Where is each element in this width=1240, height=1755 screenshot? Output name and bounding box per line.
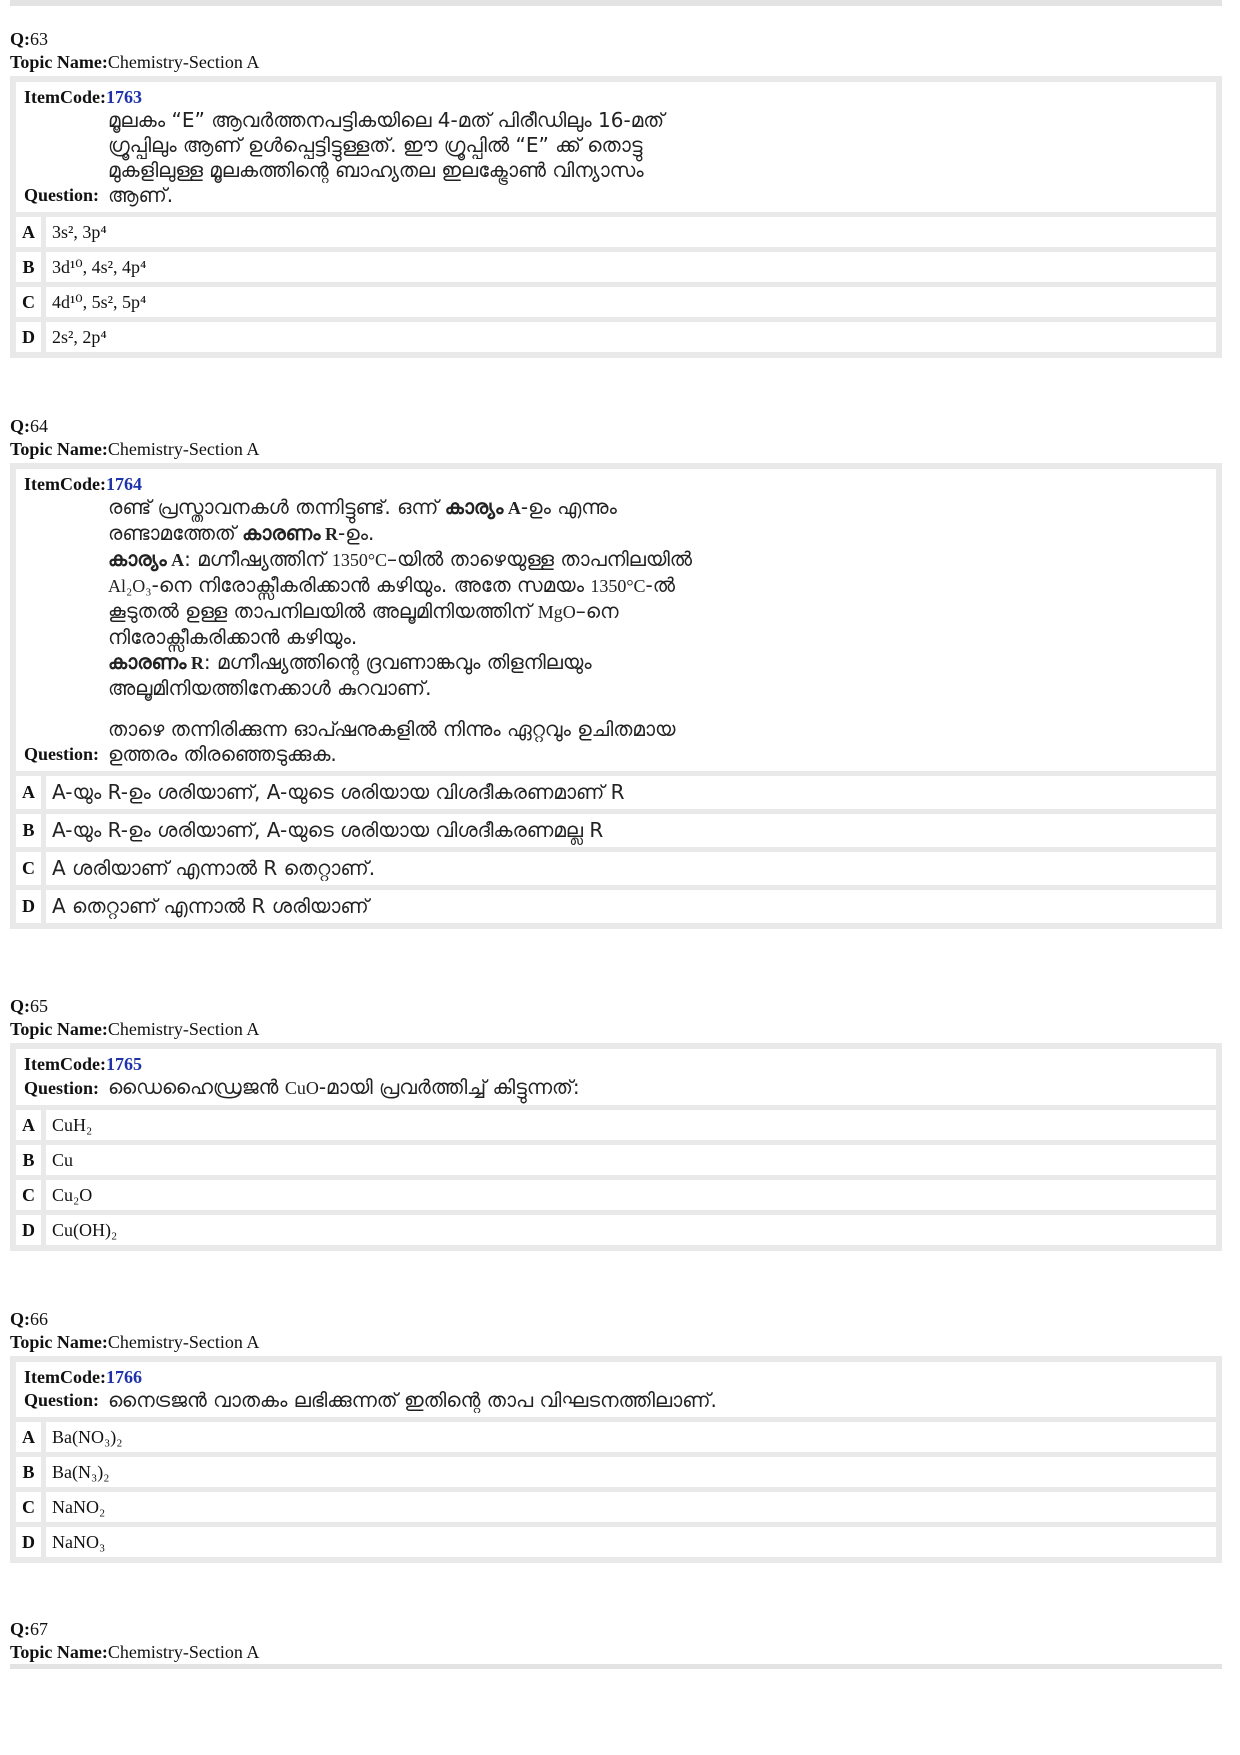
bottom-divider	[10, 1664, 1222, 1669]
itemcode-label: ItemCode:	[24, 1367, 106, 1387]
question-block-64	[10, 415, 1222, 929]
option-key: A	[16, 776, 46, 809]
item-box	[10, 1356, 1222, 1563]
question-block-65	[10, 995, 1222, 1251]
option-text: Ba(NO₃)₂	[52, 1426, 123, 1447]
topic-line	[10, 438, 1222, 461]
stem-line	[108, 599, 1208, 625]
stem-text: -ൽ	[645, 573, 676, 597]
temperature: 1350°C	[331, 550, 388, 570]
option-text: CuH₂	[52, 1114, 93, 1135]
option-key: B	[16, 1457, 46, 1487]
option-key: A	[16, 1422, 46, 1452]
stem-line	[108, 1075, 1208, 1101]
option-key: D	[16, 1215, 46, 1245]
option-text: 2s², 2p⁴	[52, 326, 107, 347]
question-header	[10, 1308, 1222, 1331]
stem-text: –യിൽ താഴെയുള്ള താപനിലയിൽ	[387, 547, 693, 571]
stem-line: നൈട്രജൻ വാതകം ലഭിക്കുന്നത് ഇതിന്റെ താപ വിഘടനത്തിലാണ്.	[108, 1388, 717, 1412]
option-key: A	[16, 1110, 46, 1140]
option-c[interactable]	[16, 1175, 1216, 1210]
option-a[interactable]	[16, 1417, 1216, 1452]
stem-text: ഡൈഹൈഡ്രജൻ	[108, 1075, 285, 1099]
stem-text: : മഗ്നീഷ്യത്തിന്റെ ദ്രവണാങ്കവും തിളനിലയും	[203, 650, 592, 674]
topic-label: Topic Name:	[10, 1642, 108, 1662]
reason-letter: R	[186, 653, 204, 673]
topic-name: Chemistry-Section A	[107, 1332, 260, 1352]
question-number: 65	[30, 996, 48, 1016]
topic-line	[10, 1641, 1222, 1664]
stem-line: മുകളിലുള്ള മൂലകത്തിന്റെ ബാഹ്യതല ഇലക്ട്രോൺ വിന്യാസം	[108, 158, 644, 182]
option-text: 4d¹⁰, 5s², 5p⁴	[52, 291, 147, 312]
option-key: C	[16, 1180, 46, 1210]
question-header	[10, 28, 1222, 51]
itemcode-label: ItemCode:	[24, 87, 106, 107]
reason-term: കാരണം	[242, 521, 321, 545]
question-header	[10, 1618, 1222, 1641]
topic-name: Chemistry-Section A	[107, 1019, 260, 1039]
option-key: A	[16, 217, 46, 247]
q-label: Q:	[10, 1619, 30, 1639]
question-label: Question:	[24, 744, 100, 764]
question-number: 63	[30, 29, 48, 49]
topic-label: Topic Name:	[10, 1019, 108, 1039]
option-b[interactable]	[16, 1452, 1216, 1487]
formula: Al₂O₃	[108, 576, 152, 596]
question-stem	[16, 469, 1216, 771]
option-d[interactable]	[16, 1522, 1216, 1557]
option-key: B	[16, 1145, 46, 1175]
option-key: D	[16, 890, 46, 923]
option-d[interactable]	[16, 885, 1216, 923]
topic-label: Topic Name:	[10, 52, 108, 72]
option-key: B	[16, 252, 46, 282]
itemcode-line	[24, 473, 1208, 495]
option-text: Cu(OH)₂	[52, 1219, 118, 1240]
stem-text: : മഗ്നീഷ്യത്തിന്	[184, 547, 332, 571]
stem-line	[108, 650, 1208, 676]
option-c[interactable]	[16, 847, 1216, 885]
stem-line	[108, 547, 1208, 573]
stem-line: ഉത്തരം തിരഞ്ഞെടുക്കുക.	[108, 742, 337, 766]
stem-text: -ഉം എന്നും	[520, 495, 617, 519]
itemcode-value: 1764	[105, 474, 142, 494]
itemcode-value: 1763	[105, 87, 142, 107]
option-text: A തെറ്റാണ് എന്നാൽ R ശരിയാണ്	[52, 894, 369, 918]
option-key: D	[16, 322, 46, 352]
option-text: Ba(N₃)₂	[52, 1461, 110, 1482]
question-label: Question:	[24, 1078, 100, 1098]
option-key: C	[16, 287, 46, 317]
option-text: NaNO₂	[52, 1496, 106, 1517]
topic-name: Chemistry-Section A	[107, 52, 260, 72]
question-header	[10, 995, 1222, 1018]
option-b[interactable]	[16, 809, 1216, 847]
assertion-term: കാര്യം	[108, 547, 167, 571]
question-stem	[16, 82, 1216, 212]
option-text: Cu	[52, 1149, 74, 1170]
question-block-63	[10, 28, 1222, 358]
formula: MgO	[537, 602, 576, 622]
topic-name: Chemistry-Section A	[107, 439, 260, 459]
option-text: NaNO₃	[52, 1531, 106, 1552]
stem-text: രണ്ട് പ്രസ്താവനകൾ തന്നിട്ടുണ്ട്. ഒന്ന്	[108, 495, 445, 519]
formula: CuO	[284, 1078, 319, 1098]
itemcode-line	[24, 1053, 1208, 1075]
itemcode-label: ItemCode:	[24, 474, 106, 494]
stem-text: -ഉം.	[338, 521, 375, 545]
question-header	[10, 415, 1222, 438]
itemcode-value: 1766	[105, 1367, 142, 1387]
topic-line	[10, 51, 1222, 74]
itemcode-value: 1765	[105, 1054, 142, 1074]
assertion-letter: A	[503, 498, 521, 518]
stem-line: ഗ്രൂപ്പിലും ആണ് ഉൾപ്പെട്ടിട്ടുള്ളത്. ഈ ഗ്രൂപ്പിൽ “E” ക്ക് തൊട്ടു	[108, 133, 643, 157]
question-number: 66	[30, 1309, 48, 1329]
temperature: 1350°C	[590, 576, 646, 596]
option-key: D	[16, 1527, 46, 1557]
q-label: Q:	[10, 1309, 30, 1329]
reason-term: കാരണം	[108, 650, 187, 674]
option-d[interactable]	[16, 317, 1216, 352]
stem-line: താഴെ തന്നിരിക്കുന്ന ഓപ്ഷനുകളിൽ നിന്നും ഏറ്റവും ഉചിതമായ	[108, 717, 676, 741]
option-text: 3s², 3p⁴	[52, 221, 107, 242]
option-a[interactable]	[16, 212, 1216, 247]
stem-line: ആണ്.	[108, 183, 174, 207]
option-text: 3d¹⁰, 4s², 4p⁴	[52, 256, 147, 277]
option-key: B	[16, 814, 46, 847]
option-d[interactable]	[16, 1210, 1216, 1245]
stem-body	[24, 495, 1208, 767]
option-c[interactable]	[16, 282, 1216, 317]
question-text	[108, 1388, 1208, 1413]
question-number: 64	[30, 416, 48, 436]
question-label: Question:	[24, 1390, 100, 1410]
question-stem	[16, 1362, 1216, 1417]
option-text: A-യും R-ഉം ശരിയാണ്, A-യുടെ ശരിയായ വിശദീകരണമല്ല R	[52, 818, 604, 842]
stem-text: -നെ നിരോക്സീകരിക്കാൻ കഴിയും. അതേ സമയം	[151, 573, 591, 597]
question-number: 67	[30, 1619, 48, 1639]
reason-letter: R	[320, 524, 339, 544]
question-stem	[16, 1049, 1216, 1105]
option-text: A-യും R-ഉം ശരിയാണ്, A-യുടെ ശരിയായ വിശദീകരണമാണ് R	[52, 780, 625, 804]
option-b[interactable]	[16, 247, 1216, 282]
option-c[interactable]	[16, 1487, 1216, 1522]
option-b[interactable]	[16, 1140, 1216, 1175]
option-text: A ശരിയാണ് എന്നാൽ R തെറ്റാണ്.	[52, 856, 376, 880]
question-block-66	[10, 1308, 1222, 1563]
stem-text: കൂടുതൽ ഉള്ള താപനിലയിൽ അലൂമിനിയത്തിന്	[108, 599, 538, 623]
question-block-67	[10, 1618, 1222, 1664]
stem-line: മൂലകം “E” ആവർത്തനപട്ടികയിലെ 4-മത് പിരീഡിലും 16-മത്	[108, 108, 665, 132]
topic-label: Topic Name:	[10, 1332, 108, 1352]
option-a[interactable]	[16, 1105, 1216, 1140]
stem-body	[24, 1388, 1208, 1413]
stem-text: -മായി പ്രവർത്തിച്ച് കിട്ടുന്നത്:	[318, 1075, 580, 1099]
stem-text: –നെ	[575, 599, 619, 623]
item-box	[10, 463, 1222, 929]
itemcode-line	[24, 86, 1208, 108]
q-label: Q:	[10, 416, 30, 436]
question-text	[108, 108, 1208, 208]
assertion-letter: A	[166, 550, 185, 570]
stem-text: രണ്ടാമത്തേത്	[108, 521, 243, 545]
option-key: C	[16, 1492, 46, 1522]
stem-gap	[108, 701, 1208, 717]
stem-line	[108, 521, 1208, 547]
top-divider	[10, 0, 1222, 6]
option-a[interactable]	[16, 771, 1216, 809]
topic-label: Topic Name:	[10, 439, 108, 459]
stem-line	[108, 495, 1208, 521]
stem-line	[108, 573, 1208, 599]
option-text: Cu₂O	[52, 1184, 93, 1205]
q-label: Q:	[10, 996, 30, 1016]
itemcode-line	[24, 1366, 1208, 1388]
question-text	[108, 1075, 1208, 1101]
stem-body	[24, 1075, 1208, 1101]
topic-name: Chemistry-Section A	[107, 1642, 260, 1662]
stem-line: അലൂമിനിയത്തിനേക്കാൾ കുറവാണ്.	[108, 676, 432, 700]
stem-line: നിരോക്സീകരിക്കാൻ കഴിയും.	[108, 625, 358, 649]
item-box	[10, 76, 1222, 358]
q-label: Q:	[10, 29, 30, 49]
item-box	[10, 1043, 1222, 1251]
stem-body	[24, 108, 1208, 208]
question-text	[108, 495, 1208, 767]
assertion-term: കാര്യം	[444, 495, 504, 519]
topic-line	[10, 1018, 1222, 1041]
itemcode-label: ItemCode:	[24, 1054, 106, 1074]
question-label: Question:	[24, 185, 100, 205]
option-key: C	[16, 852, 46, 885]
topic-line	[10, 1331, 1222, 1354]
